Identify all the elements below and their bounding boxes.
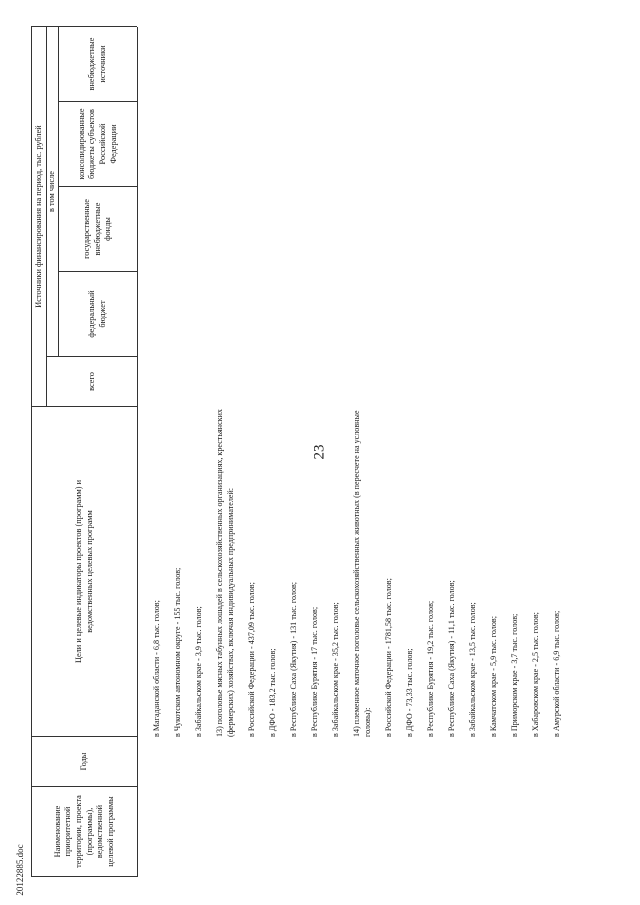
text-line: в Российской Федерации - 437,09 тыс. голов; bbox=[246, 582, 256, 737]
text-line: в Магаданской области - 6,8 тыс. голов; bbox=[152, 600, 161, 737]
text-line: 13) поголовье мясных табунных лошадей в сельскохозяйственных организациях, крестьянских (фермерских) хозяйствах, включая индивидуальных предпринимателей: bbox=[215, 409, 235, 737]
text-line: в Забайкальском крае - 13,5 тыс. голов; bbox=[468, 602, 478, 737]
text-line: в Чукотском автономном округе - 155 тыс. голов; bbox=[173, 567, 183, 737]
document-table bbox=[31, 27, 613, 877]
text-line: в Республике Саха (Якутия) - 131 тыс. голов; bbox=[289, 581, 299, 737]
header-federal-column: федеральный бюджет bbox=[87, 290, 107, 338]
text-line: в Амурской области - 6,9 тыс. голов; bbox=[552, 610, 562, 737]
goals-text-block bbox=[152, 407, 574, 737]
text-line: в Республике Саха (Якутия) - 11,1 тыс. голов; bbox=[447, 580, 457, 737]
header-bottom-border bbox=[137, 27, 138, 877]
text-line: в Республике Бурятия - 17 тыс. голов; bbox=[310, 606, 320, 737]
header-goals-column: Цели и целевые индикаторы проектов (программ) и ведомственных целевых программ bbox=[73, 479, 94, 664]
text-line: в Республике Бурятия - 19,2 тыс. голов; bbox=[426, 600, 436, 737]
header-regional-column: консолидированные бюджеты субъектов Российской Федерации bbox=[76, 108, 118, 180]
text-line: в Забайкальском крае - 35,2 тыс. голов; bbox=[331, 602, 341, 737]
text-line: в Забайкальском крае - 3,9 тыс. голов; bbox=[194, 606, 204, 737]
page-number: 23 bbox=[311, 444, 328, 460]
text-line: в ДФО - 73,33 тыс. голов; bbox=[405, 648, 415, 737]
header-total-column: всего bbox=[86, 372, 96, 391]
text-line: 14) племенное маточное поголовье сельскохозяйственных животных (в пересчете на условные головы): bbox=[352, 410, 372, 737]
text-line: в Хабаровском крае - 2,5 тыс. голов; bbox=[531, 612, 541, 737]
text-line: в Камчатском крае - 5,9 тыс. голов; bbox=[489, 616, 499, 737]
file-id: 20122885.doc bbox=[15, 844, 25, 896]
header-name-column: Наименование приоритетной территории, проекта (программы), ведомственной целевой программы bbox=[52, 795, 115, 868]
table-left-border bbox=[31, 876, 137, 877]
header-state-funds-column: государственные внебюджетные фонды bbox=[82, 199, 113, 259]
text-line: в Российской Федерации - 1781,58 тыс. голов; bbox=[383, 578, 393, 737]
header-including: в том числе bbox=[47, 171, 57, 212]
header-extra-column: внебюджетные источники bbox=[87, 37, 107, 91]
text-line: в ДФО - 183,2 тыс. голов; bbox=[267, 648, 277, 737]
text-line: в Приморском крае - 3,7 тыс. голов; bbox=[510, 613, 520, 737]
header-years-column: Годы bbox=[79, 752, 89, 771]
header-funding-title: Источники финансирования на период, тыс. рублей bbox=[33, 125, 43, 308]
